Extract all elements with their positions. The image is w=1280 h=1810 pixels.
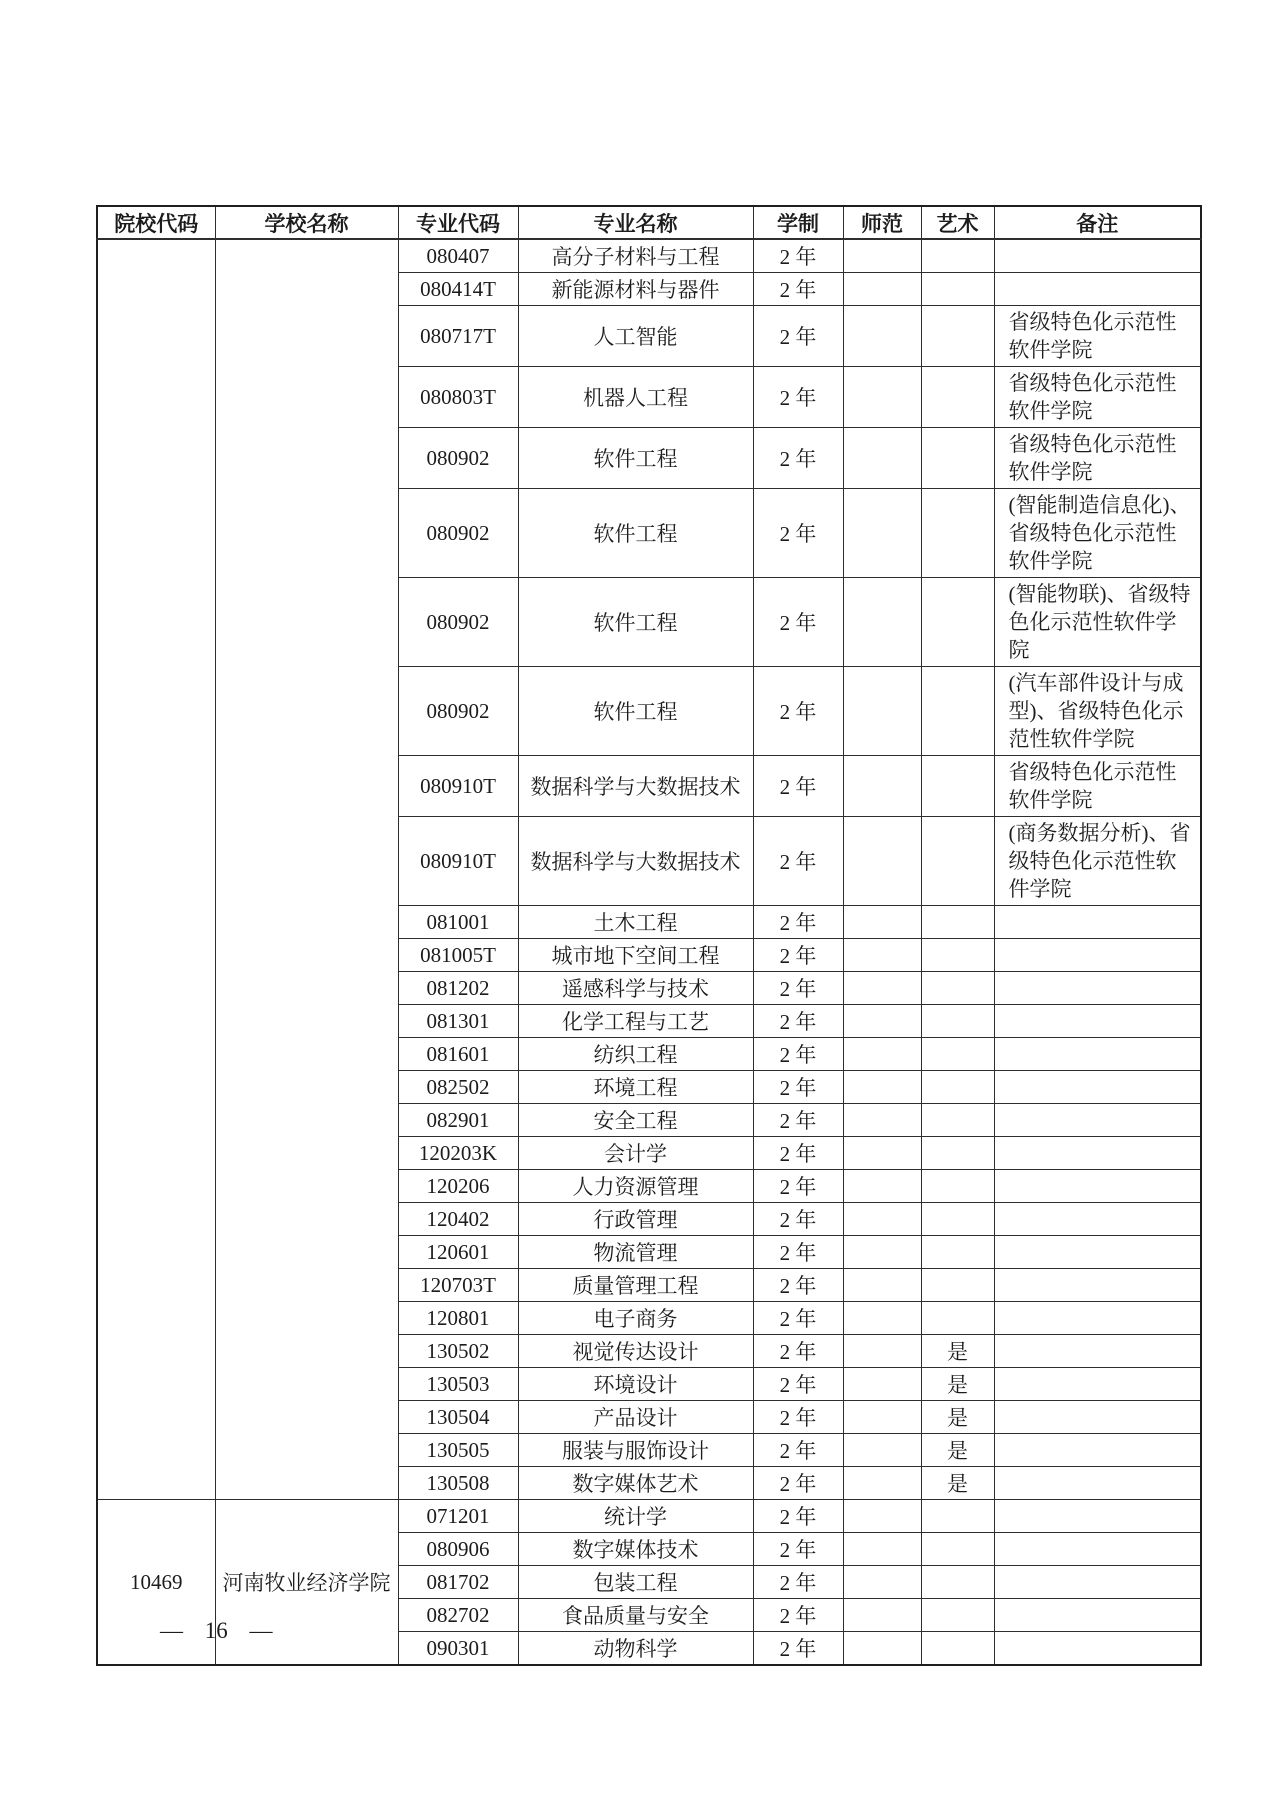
- normal-cell: [843, 906, 921, 939]
- major-name-cell: 人工智能: [518, 306, 753, 367]
- major-code-cell: 130508: [398, 1467, 518, 1500]
- remark-cell: [994, 1005, 1201, 1038]
- art-cell: [921, 306, 994, 367]
- duration-cell: 2 年: [753, 906, 843, 939]
- duration-cell: 2 年: [753, 1500, 843, 1533]
- art-cell: 是: [921, 1434, 994, 1467]
- major-code-cell: 082702: [398, 1599, 518, 1632]
- normal-cell: [843, 1632, 921, 1666]
- duration-cell: 2 年: [753, 1632, 843, 1666]
- duration-cell: 2 年: [753, 972, 843, 1005]
- major-code-cell: 071201: [398, 1500, 518, 1533]
- normal-cell: [843, 306, 921, 367]
- art-cell: [921, 367, 994, 428]
- major-name-cell: 新能源材料与器件: [518, 273, 753, 306]
- normal-cell: [843, 756, 921, 817]
- duration-cell: 2 年: [753, 428, 843, 489]
- normal-cell: [843, 489, 921, 578]
- major-code-cell: 080902: [398, 489, 518, 578]
- duration-cell: 2 年: [753, 667, 843, 756]
- art-cell: [921, 1533, 994, 1566]
- normal-cell: [843, 1500, 921, 1533]
- school-name-cell: [215, 239, 398, 1500]
- major-name-cell: 数据科学与大数据技术: [518, 756, 753, 817]
- header-school-code: 院校代码: [97, 206, 215, 239]
- major-name-cell: 物流管理: [518, 1236, 753, 1269]
- remark-cell: [994, 273, 1201, 306]
- duration-cell: 2 年: [753, 1599, 843, 1632]
- art-cell: [921, 1236, 994, 1269]
- art-cell: [921, 1269, 994, 1302]
- major-name-cell: 机器人工程: [518, 367, 753, 428]
- art-cell: [921, 1005, 994, 1038]
- normal-cell: [843, 1302, 921, 1335]
- duration-cell: 2 年: [753, 578, 843, 667]
- duration-cell: 2 年: [753, 1071, 843, 1104]
- duration-cell: 2 年: [753, 1038, 843, 1071]
- art-cell: [921, 1599, 994, 1632]
- art-cell: [921, 1170, 994, 1203]
- art-cell: [921, 667, 994, 756]
- major-code-cell: 080803T: [398, 367, 518, 428]
- header-major-name: 专业名称: [518, 206, 753, 239]
- remark-cell: 省级特色化示范性软件学院: [994, 367, 1201, 428]
- major-name-cell: 高分子材料与工程: [518, 239, 753, 273]
- major-code-cell: 130504: [398, 1401, 518, 1434]
- normal-cell: [843, 1005, 921, 1038]
- remark-cell: [994, 1104, 1201, 1137]
- major-code-cell: 120703T: [398, 1269, 518, 1302]
- art-cell: [921, 906, 994, 939]
- header-remark: 备注: [994, 206, 1201, 239]
- art-cell: [921, 1566, 994, 1599]
- major-code-cell: 081601: [398, 1038, 518, 1071]
- art-cell: [921, 972, 994, 1005]
- major-code-cell: 080902: [398, 667, 518, 756]
- table-row: [97, 239, 1201, 273]
- major-name-cell: 环境设计: [518, 1368, 753, 1401]
- remark-cell: [994, 1071, 1201, 1104]
- art-cell: 是: [921, 1368, 994, 1401]
- major-name-cell: 服装与服饰设计: [518, 1434, 753, 1467]
- remark-cell: [994, 906, 1201, 939]
- remark-cell: 省级特色化示范性软件学院: [994, 306, 1201, 367]
- major-name-cell: 数据科学与大数据技术: [518, 817, 753, 906]
- duration-cell: 2 年: [753, 1533, 843, 1566]
- art-cell: [921, 489, 994, 578]
- school-name-cell: 河南牧业经济学院: [215, 1500, 398, 1666]
- normal-cell: [843, 273, 921, 306]
- art-cell: [921, 1500, 994, 1533]
- major-code-cell: 080902: [398, 428, 518, 489]
- major-code-cell: 082901: [398, 1104, 518, 1137]
- normal-cell: [843, 667, 921, 756]
- remark-cell: (智能制造信息化)、省级特色化示范性软件学院: [994, 489, 1201, 578]
- normal-cell: [843, 367, 921, 428]
- normal-cell: [843, 1335, 921, 1368]
- header-major-code: 专业代码: [398, 206, 518, 239]
- major-name-cell: 数字媒体艺术: [518, 1467, 753, 1500]
- remark-cell: [994, 1632, 1201, 1666]
- major-name-cell: 遥感科学与技术: [518, 972, 753, 1005]
- major-name-cell: 软件工程: [518, 428, 753, 489]
- art-cell: [921, 1104, 994, 1137]
- major-code-cell: 130505: [398, 1434, 518, 1467]
- duration-cell: 2 年: [753, 817, 843, 906]
- duration-cell: 2 年: [753, 273, 843, 306]
- remark-cell: (智能物联)、省级特色化示范性软件学院: [994, 578, 1201, 667]
- major-name-cell: 视觉传达设计: [518, 1335, 753, 1368]
- normal-cell: [843, 1104, 921, 1137]
- major-code-cell: 130502: [398, 1335, 518, 1368]
- art-cell: [921, 1071, 994, 1104]
- remark-cell: [994, 1170, 1201, 1203]
- art-cell: [921, 1203, 994, 1236]
- remark-cell: [994, 1599, 1201, 1632]
- major-code-cell: 081301: [398, 1005, 518, 1038]
- remark-cell: [994, 1533, 1201, 1566]
- duration-cell: 2 年: [753, 306, 843, 367]
- duration-cell: 2 年: [753, 489, 843, 578]
- header-duration: 学制: [753, 206, 843, 239]
- page-number: — 16 —: [160, 1618, 273, 1643]
- art-cell: [921, 817, 994, 906]
- art-cell: [921, 578, 994, 667]
- remark-cell: [994, 1434, 1201, 1467]
- major-code-cell: 080407: [398, 239, 518, 273]
- major-name-cell: 包装工程: [518, 1566, 753, 1599]
- major-name-cell: 电子商务: [518, 1302, 753, 1335]
- major-code-cell: 081005T: [398, 939, 518, 972]
- majors-table: [96, 205, 1202, 1666]
- art-cell: [921, 1137, 994, 1170]
- major-name-cell: 统计学: [518, 1500, 753, 1533]
- remark-cell: 省级特色化示范性软件学院: [994, 756, 1201, 817]
- normal-cell: [843, 1467, 921, 1500]
- major-name-cell: 人力资源管理: [518, 1170, 753, 1203]
- normal-cell: [843, 817, 921, 906]
- normal-cell: [843, 239, 921, 273]
- major-name-cell: 产品设计: [518, 1401, 753, 1434]
- art-cell: [921, 1302, 994, 1335]
- art-cell: 是: [921, 1401, 994, 1434]
- major-name-cell: 质量管理工程: [518, 1269, 753, 1302]
- major-name-cell: 纺织工程: [518, 1038, 753, 1071]
- remark-cell: [994, 1335, 1201, 1368]
- normal-cell: [843, 1368, 921, 1401]
- duration-cell: 2 年: [753, 1434, 843, 1467]
- major-name-cell: 城市地下空间工程: [518, 939, 753, 972]
- duration-cell: 2 年: [753, 1368, 843, 1401]
- art-cell: [921, 939, 994, 972]
- remark-cell: [994, 1368, 1201, 1401]
- remark-cell: [994, 1236, 1201, 1269]
- major-name-cell: 软件工程: [518, 489, 753, 578]
- normal-cell: [843, 578, 921, 667]
- major-name-cell: 安全工程: [518, 1104, 753, 1137]
- major-name-cell: 化学工程与工艺: [518, 1005, 753, 1038]
- remark-cell: (汽车部件设计与成型)、省级特色化示范性软件学院: [994, 667, 1201, 756]
- header-art: 艺术: [921, 206, 994, 239]
- normal-cell: [843, 1401, 921, 1434]
- duration-cell: 2 年: [753, 1401, 843, 1434]
- remark-cell: 省级特色化示范性软件学院: [994, 428, 1201, 489]
- duration-cell: 2 年: [753, 1236, 843, 1269]
- remark-cell: [994, 1500, 1201, 1533]
- major-code-cell: 080902: [398, 578, 518, 667]
- remark-cell: [994, 972, 1201, 1005]
- major-name-cell: 会计学: [518, 1137, 753, 1170]
- remark-cell: [994, 1203, 1201, 1236]
- duration-cell: 2 年: [753, 1104, 843, 1137]
- normal-cell: [843, 939, 921, 972]
- art-cell: [921, 239, 994, 273]
- header-school-name: 学校名称: [215, 206, 398, 239]
- normal-cell: [843, 972, 921, 1005]
- remark-cell: [994, 1038, 1201, 1071]
- major-code-cell: 081202: [398, 972, 518, 1005]
- major-code-cell: 130503: [398, 1368, 518, 1401]
- header-normal: 师范: [843, 206, 921, 239]
- duration-cell: 2 年: [753, 367, 843, 428]
- normal-cell: [843, 1203, 921, 1236]
- normal-cell: [843, 1566, 921, 1599]
- major-name-cell: 行政管理: [518, 1203, 753, 1236]
- major-code-cell: 081001: [398, 906, 518, 939]
- remark-cell: [994, 939, 1201, 972]
- art-cell: 是: [921, 1335, 994, 1368]
- duration-cell: 2 年: [753, 1170, 843, 1203]
- duration-cell: 2 年: [753, 239, 843, 273]
- remark-cell: [994, 1401, 1201, 1434]
- major-code-cell: 080910T: [398, 817, 518, 906]
- duration-cell: 2 年: [753, 1269, 843, 1302]
- major-code-cell: 120206: [398, 1170, 518, 1203]
- remark-cell: [994, 239, 1201, 273]
- school-code-cell: 10469: [97, 1500, 215, 1666]
- major-code-cell: 120203K: [398, 1137, 518, 1170]
- art-cell: [921, 1038, 994, 1071]
- remark-cell: [994, 1566, 1201, 1599]
- remark-cell: [994, 1269, 1201, 1302]
- art-cell: [921, 1632, 994, 1666]
- major-name-cell: 土木工程: [518, 906, 753, 939]
- duration-cell: 2 年: [753, 1203, 843, 1236]
- major-code-cell: 080414T: [398, 273, 518, 306]
- normal-cell: [843, 1071, 921, 1104]
- major-code-cell: 120402: [398, 1203, 518, 1236]
- major-code-cell: 080717T: [398, 306, 518, 367]
- major-name-cell: 环境工程: [518, 1071, 753, 1104]
- duration-cell: 2 年: [753, 1335, 843, 1368]
- major-code-cell: 120601: [398, 1236, 518, 1269]
- major-code-cell: 090301: [398, 1632, 518, 1666]
- table-row: [97, 1500, 1201, 1533]
- duration-cell: 2 年: [753, 1005, 843, 1038]
- art-cell: 是: [921, 1467, 994, 1500]
- normal-cell: [843, 1137, 921, 1170]
- normal-cell: [843, 1170, 921, 1203]
- major-code-cell: 120801: [398, 1302, 518, 1335]
- duration-cell: 2 年: [753, 939, 843, 972]
- normal-cell: [843, 1038, 921, 1071]
- normal-cell: [843, 428, 921, 489]
- duration-cell: 2 年: [753, 1467, 843, 1500]
- normal-cell: [843, 1434, 921, 1467]
- duration-cell: 2 年: [753, 1566, 843, 1599]
- major-name-cell: 数字媒体技术: [518, 1533, 753, 1566]
- normal-cell: [843, 1533, 921, 1566]
- major-name-cell: 动物科学: [518, 1632, 753, 1666]
- duration-cell: 2 年: [753, 756, 843, 817]
- major-name-cell: 食品质量与安全: [518, 1599, 753, 1632]
- major-code-cell: 080910T: [398, 756, 518, 817]
- major-name-cell: 软件工程: [518, 578, 753, 667]
- duration-cell: 2 年: [753, 1137, 843, 1170]
- major-code-cell: 080906: [398, 1533, 518, 1566]
- art-cell: [921, 273, 994, 306]
- remark-cell: [994, 1467, 1201, 1500]
- major-code-cell: 081702: [398, 1566, 518, 1599]
- school-code-cell: [97, 239, 215, 1500]
- normal-cell: [843, 1236, 921, 1269]
- remark-cell: (商务数据分析)、省级特色化示范性软件学院: [994, 817, 1201, 906]
- remark-cell: [994, 1137, 1201, 1170]
- major-code-cell: 082502: [398, 1071, 518, 1104]
- normal-cell: [843, 1269, 921, 1302]
- art-cell: [921, 756, 994, 817]
- art-cell: [921, 428, 994, 489]
- table-header-row: [97, 206, 1201, 239]
- duration-cell: 2 年: [753, 1302, 843, 1335]
- major-name-cell: 软件工程: [518, 667, 753, 756]
- normal-cell: [843, 1599, 921, 1632]
- remark-cell: [994, 1302, 1201, 1335]
